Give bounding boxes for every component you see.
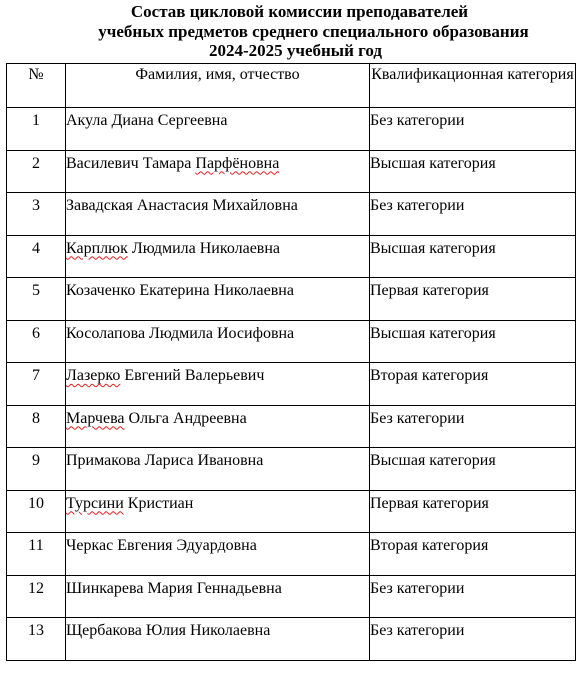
- name-part: Завадская Анастасия Михайловна: [66, 197, 298, 214]
- table-body: [7, 108, 576, 661]
- teacher-name: [66, 618, 370, 661]
- teacher-name: [66, 320, 370, 363]
- title-line-2: учебных предметов среднего специального образования: [98, 21, 529, 41]
- row-number: 3: [7, 193, 66, 236]
- row-number: 5: [7, 278, 66, 321]
- table-row: [7, 533, 576, 576]
- table-header-row: [7, 64, 576, 108]
- qualification-category: Без категории: [370, 108, 576, 151]
- name-misspelled-part: Парфёновна: [195, 154, 280, 172]
- qualification-category: Высшая категория: [370, 448, 576, 491]
- name-part: Людмила Николаевна: [127, 239, 281, 257]
- teacher-name: [66, 533, 370, 576]
- name-misspelled-part: Лазерко: [66, 367, 121, 384]
- title-line-1: Состав цикловой комиссии преподавателей: [130, 2, 469, 21]
- header-category: Квалификационная категория: [370, 64, 576, 108]
- name-misspelled-part: Марчева: [66, 409, 125, 427]
- qualification-category: Без категории: [370, 575, 576, 618]
- row-number: 1: [7, 108, 66, 151]
- table-row: [7, 448, 576, 491]
- name-misspelled-part: Турсини: [66, 494, 124, 512]
- qualification-category: Высшая категория: [370, 235, 576, 278]
- row-number: 7: [7, 363, 66, 406]
- teacher-name: [66, 405, 370, 448]
- qualification-category: Вторая категория: [370, 533, 576, 576]
- name-misspelled-part: Карплюк: [66, 239, 128, 257]
- teacher-name: [66, 363, 370, 406]
- teacher-name: [66, 235, 370, 278]
- row-number: 6: [7, 320, 66, 363]
- table-row: [7, 235, 576, 278]
- name-part: Евгений Валерьевич: [120, 367, 265, 384]
- teacher-name: [66, 448, 370, 491]
- row-number: 12: [7, 575, 66, 618]
- qualification-category: Без категории: [370, 618, 576, 661]
- name-part: Черкас Евгения Эдуардовна: [66, 537, 257, 554]
- row-number: 9: [7, 448, 66, 491]
- staff-table: [6, 63, 576, 661]
- qualification-category: Высшая категория: [370, 320, 576, 363]
- table-row: [7, 320, 576, 363]
- teacher-name: [66, 193, 370, 236]
- teacher-name: [66, 575, 370, 618]
- qualification-category: Вторая категория: [370, 363, 576, 406]
- title-line-3: 2024-2025 учебный год: [208, 41, 383, 60]
- header-number: №: [7, 64, 66, 108]
- qualification-category: Первая категория: [370, 278, 576, 321]
- row-number: 4: [7, 235, 66, 278]
- qualification-category: Без категории: [370, 405, 576, 448]
- table-row: [7, 108, 576, 151]
- name-part: Василевич Тамара: [66, 154, 196, 172]
- qualification-category: Без категории: [370, 193, 576, 236]
- row-number: 8: [7, 405, 66, 448]
- name-part: Косолапова Людмила Иосифовна: [66, 324, 295, 342]
- teacher-name: [66, 108, 370, 151]
- name-part: Козаченко Екатерина Николаевна: [66, 282, 294, 299]
- teacher-name: [66, 150, 370, 193]
- row-number: 2: [7, 150, 66, 193]
- row-number: 10: [7, 490, 66, 533]
- table-row: [7, 278, 576, 321]
- name-part: Шинкарева Мария Геннадьевна: [66, 579, 282, 597]
- qualification-category: Первая категория: [370, 490, 576, 533]
- table-row: [7, 405, 576, 448]
- row-number: 13: [7, 618, 66, 661]
- header-name: Фамилия, имя, отчество: [66, 64, 370, 108]
- qualification-category: Высшая категория: [370, 150, 576, 193]
- table-row: [7, 193, 576, 236]
- teacher-name: [66, 490, 370, 533]
- name-part: Кристиан: [123, 494, 194, 512]
- table-row: [7, 618, 576, 661]
- name-part: Ольга Андреевна: [124, 409, 247, 427]
- name-part: Щербакова Юлия Николаевна: [66, 622, 271, 639]
- table-row: [7, 363, 576, 406]
- teacher-name: [66, 278, 370, 321]
- name-part: Акула Диана Сергеевна: [66, 112, 228, 129]
- table-row: [7, 490, 576, 533]
- row-number: 11: [7, 533, 66, 576]
- table-row: [7, 575, 576, 618]
- document-title: [0, 2, 581, 61]
- name-part: Примакова Лариса Ивановна: [66, 452, 264, 469]
- table-row: [7, 150, 576, 193]
